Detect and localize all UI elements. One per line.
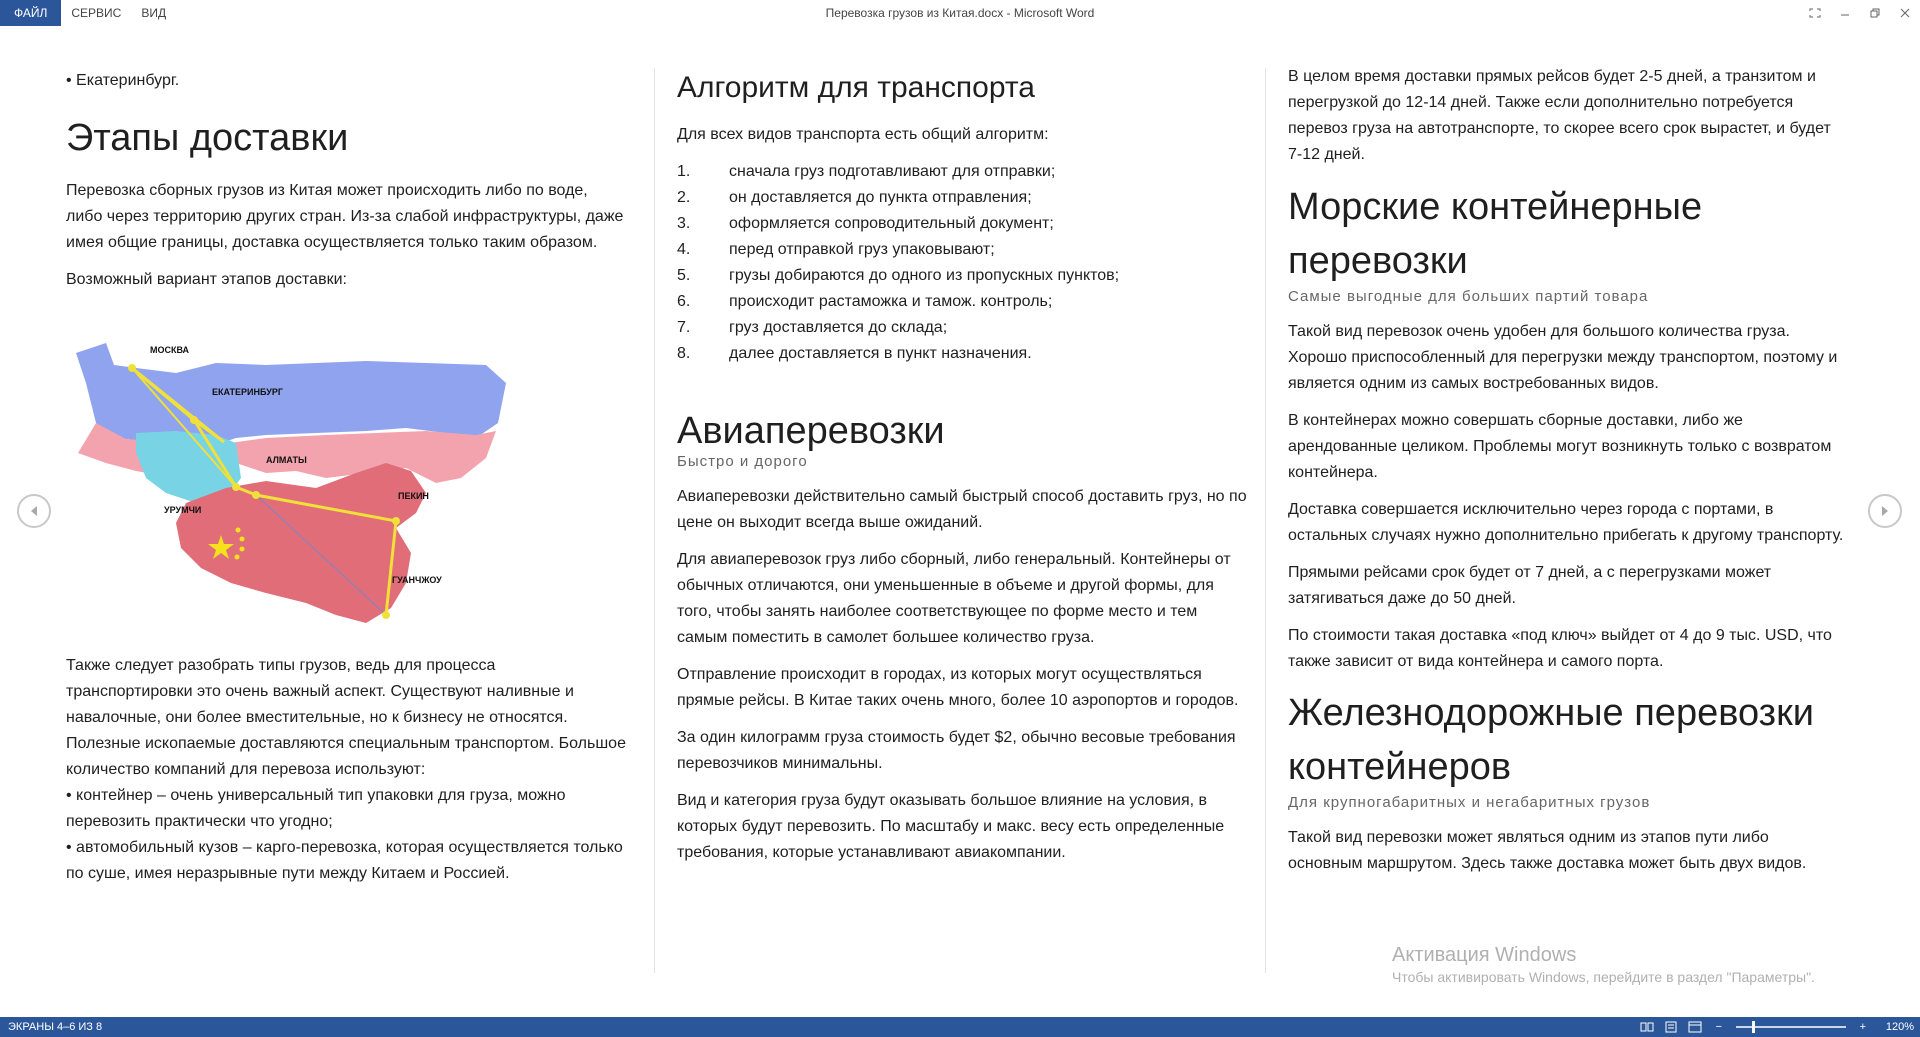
list-number: 2. [677, 189, 691, 206]
triangle-right-icon [1880, 505, 1890, 517]
paragraph: Прямыми рейсами срок будет от 7 дней, а с перегрузками может затягиваться даже до 50 дней. [1288, 564, 1772, 607]
document-title: Перевозка грузов из Китая.docx - Microsoft Word [825, 6, 1095, 20]
window-controls [1800, 0, 1920, 26]
china-small-star-icon [236, 528, 241, 533]
fullscreen-icon[interactable] [1800, 0, 1830, 26]
paragraph: Для всех видов транспорта есть общий алгоритм: [677, 126, 1049, 143]
zoom-in-button[interactable]: + [1859, 1021, 1867, 1033]
page-column-2 [677, 56, 1247, 977]
screen-counter: ЭКРАНЫ 4–6 ИЗ 8 [8, 1021, 103, 1033]
paragraph: Для авиаперевозок груз либо сборный, либо генеральный. Контейнеры от обычных отличаются, они уменьшенные в объеме и другой формы, для того, чтобы занять наиболее соответствующее по форме место и тем самым поместить в самолет большее количество груза. [677, 551, 1231, 646]
list-number: 1. [677, 163, 691, 180]
web-layout-icon[interactable] [1688, 1021, 1702, 1033]
menu-service[interactable]: СЕРВИС [71, 6, 122, 20]
paragraph: Такой вид перевозки может являться одним из этапов пути либо основным маршрутом. Здесь также доставка может быть двух видов. [1288, 829, 1807, 872]
city-point-beijing [392, 517, 400, 525]
route-map [66, 313, 526, 643]
map-label-moscow: МОСКВА [150, 345, 190, 355]
page-column-3 [1288, 56, 1846, 977]
paragraph: За один килограмм груза стоимость будет $2, обычно весовые требования перевозчиков минимальны. [677, 729, 1236, 772]
zoom-slider[interactable] [1736, 1026, 1846, 1028]
china-small-star-icon [235, 555, 240, 560]
title-bar [0, 0, 1920, 26]
paragraph: Авиаперевозки действительно самый быстрый способ доставить груз, но по цене он выходит всегда выше ожиданий. [677, 488, 1247, 531]
column-divider [654, 68, 655, 973]
print-layout-icon[interactable] [1664, 1021, 1678, 1033]
bullet-item: • автомобильный кузов – карго-перевозка, которая осуществляется только по суше, имея неразрывные пути между Китаем и Россией. [66, 839, 623, 882]
page-column-1 [66, 56, 626, 977]
list-text: он доставляется до пункта отправления; [729, 189, 1032, 206]
subtitle: Быстро и дорого [677, 453, 808, 470]
list-number: 6. [677, 293, 691, 310]
list-text: перед отправкой груз упаковывают; [729, 241, 995, 258]
windows-activation-watermark [1392, 944, 1815, 985]
list-item [677, 289, 1247, 315]
paragraph: Доставка совершается исключительно через города с портами, в остальных случаях нужно дополнительно прибегать к другому транспорту. [1288, 501, 1844, 544]
list-item [677, 185, 1247, 211]
heading-delivery-stages: Этапы доставки [66, 117, 349, 159]
list-number: 5. [677, 267, 691, 284]
china-small-star-icon [240, 537, 245, 542]
city-point-moscow [128, 364, 136, 372]
column-divider [1265, 68, 1266, 973]
list-item [677, 211, 1247, 237]
menu-file[interactable]: ФАЙЛ [0, 0, 61, 26]
list-item [677, 159, 1247, 185]
heading-railway-container: Железнодорожные перевозки контейнеров [1288, 692, 1814, 788]
paragraph: Возможный вариант этапов доставки: [66, 271, 347, 288]
list-text: сначала груз подготавливают для отправки; [729, 163, 1056, 180]
triangle-left-icon [29, 505, 39, 517]
city-point-guangzhou [382, 611, 390, 619]
watermark-text: Чтобы активировать Windows, перейдите в раздел "Параметры". [1392, 969, 1815, 985]
paragraph: Вид и категория груза будут оказывать большое влияние на условия, в которых будут перевозить. По масштабу и макс. весу есть определенные требования, которые устанавливают авиакомпании. [677, 792, 1225, 861]
numbered-list [677, 159, 1247, 367]
map-label-urumqi: УРУМЧИ [164, 505, 202, 515]
city-point-almaty [232, 483, 240, 491]
list-text: оформляется сопроводительный документ; [729, 215, 1054, 232]
minimize-icon[interactable] [1830, 0, 1860, 26]
map-label-guangzhou: ГУАНЧЖОУ [392, 575, 442, 585]
menu-bar [0, 0, 176, 26]
paragraph: Перевозка сборных грузов из Китая может происходить либо по воде, либо через территорию других стран. Из-за слабой инфраструктуры, даже имея общие границы, доставка осуществляется только таким образом. [66, 182, 624, 251]
menu-view[interactable]: ВИД [141, 6, 167, 20]
close-icon[interactable] [1890, 0, 1920, 26]
zoom-level[interactable]: 120% [1885, 1021, 1914, 1033]
list-text: происходит растаможка и тамож. контроль; [729, 293, 1053, 310]
heading-air-transport: Авиаперевозки [677, 410, 945, 452]
paragraph: В целом время доставки прямых рейсов будет 2-5 дней, а транзитом и перегрузкой до 12-14 дней. Также если дополнительно потребуется перевоз груза на автотранспорте, то скорее всего срок вырастет, и будет 7-12 дней. [1288, 68, 1831, 163]
previous-screen-button[interactable] [17, 494, 51, 528]
china-small-star-icon [240, 547, 245, 552]
route-map-graphic [66, 313, 526, 643]
heading-algorithm: Алгоритм для транспорта [677, 71, 1035, 104]
list-item [677, 315, 1247, 341]
map-label-almaty: АЛМАТЫ [266, 455, 307, 465]
list-text: груз доставляется до склада; [729, 319, 948, 336]
restore-icon[interactable] [1860, 0, 1890, 26]
heading-sea-container: Морские контейнерные перевозки [1288, 186, 1703, 282]
list-number: 8. [677, 345, 691, 362]
map-label-ekaterinburg: ЕКАТЕРИНБУРГ [212, 387, 283, 397]
paragraph: Также следует разобрать типы грузов, ведь для процесса транспортировки это очень важный аспект. Существуют наливные и навалочные, они более вместительные, но к бизнесу не относятся. Полезные ископаемые доставляются специальным транспортом. Большое количество компаний для перевоза используют: [66, 657, 626, 778]
zoom-slider-thumb[interactable] [1752, 1021, 1755, 1033]
paragraph: Отправление происходит в городах, из которых могут осуществляться прямые рейсы. В Китае таких очень много, более 10 аэропортов и городов. [677, 666, 1239, 709]
bullet-item: • контейнер – очень универсальный тип упаковки для груза, можно перевозить практически что угодно; [66, 787, 566, 830]
read-mode-icon[interactable] [1640, 1021, 1654, 1033]
bullet-ekaterinburg: • Екатеринбург. [66, 72, 180, 89]
status-controls [1640, 1017, 1914, 1037]
paragraph: Такой вид перевозок очень удобен для большого количества груза. Хорошо приспособленный для перегрузки между транспортом, поэтому и является одним из самых востребованных видов. [1288, 323, 1838, 392]
paragraph: По стоимости такая доставка «под ключ» выйдет от 4 до 9 тыс. USD, что также зависит от вида контейнера и самого порта. [1288, 627, 1832, 670]
list-item [677, 341, 1247, 367]
list-item [677, 237, 1247, 263]
subtitle: Самые выгодные для больших партий товара [1288, 288, 1649, 305]
city-point-urumqi [252, 491, 260, 499]
list-number: 7. [677, 319, 691, 336]
list-number: 4. [677, 241, 691, 258]
next-screen-button[interactable] [1868, 494, 1902, 528]
list-number: 3. [677, 215, 691, 232]
city-point-ekaterinburg [190, 416, 198, 424]
map-label-beijing: ПЕКИН [398, 491, 429, 501]
list-item [677, 263, 1247, 289]
list-text: грузы добираются до одного из пропускных пунктов; [729, 267, 1120, 284]
list-text: далее доставляется в пункт назначения. [729, 345, 1032, 362]
paragraph: В контейнерах можно совершать сборные доставки, либо же арендованные целиком. Проблемы могут возникнуть только с возвратом контейнера. [1288, 412, 1832, 481]
watermark-title: Активация Windows [1392, 944, 1577, 966]
zoom-out-button[interactable]: − [1715, 1021, 1723, 1033]
status-bar [0, 1017, 1920, 1037]
subtitle: Для крупногабаритных и негабаритных грузов [1288, 794, 1651, 811]
